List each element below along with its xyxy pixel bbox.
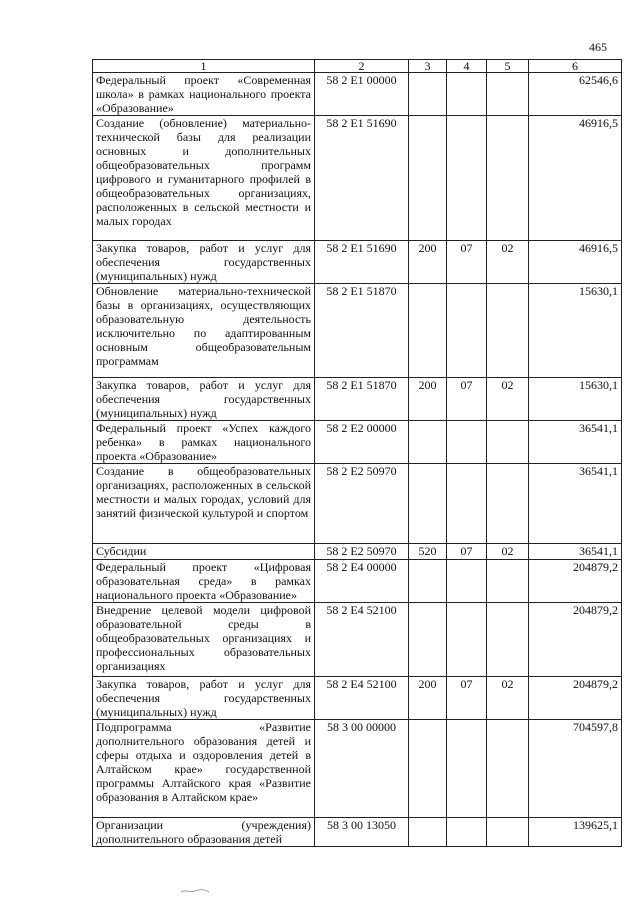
- row-code-cell: 58 2 E4 00000: [315, 560, 409, 603]
- row-code-cell: 58 2 E1 51870: [315, 378, 409, 421]
- row-col3-cell: [409, 818, 447, 847]
- row-col3-cell: [409, 603, 447, 677]
- column-header: 3: [409, 60, 447, 73]
- row-col4-cell: [447, 464, 487, 544]
- column-header: 2: [315, 60, 409, 73]
- row-name-cell: Закупка товаров, работ и услуг для обеспечения государственных (муниципальных) нужд: [93, 378, 315, 421]
- row-amount-cell: 204879,2: [529, 603, 622, 677]
- row-name-cell: Подпрограмма «Развитие дополнительного образования детей и сферы отдыха и оздоровления детей в Алтайском крае» государственной программы Алтайского края «Развитие образования в Алтайском крае»: [93, 720, 315, 818]
- row-amount-cell: 46916,5: [529, 116, 622, 241]
- row-amount-cell: 139625,1: [529, 818, 622, 847]
- row-col5-cell: [487, 560, 529, 603]
- row-name-cell: Субсидии: [93, 544, 315, 560]
- row-code-cell: 58 2 E2 50970: [315, 464, 409, 544]
- row-name-cell: Обновление материально-технической базы в организациях, осуществляющих образовательную деятельность исключительно по адаптированным основным общеобразовательным программам: [93, 284, 315, 378]
- column-header: 5: [487, 60, 529, 73]
- row-code-cell: 58 3 00 00000: [315, 720, 409, 818]
- row-col4-cell: 07: [447, 544, 487, 560]
- table-row: [93, 818, 622, 847]
- row-col5-cell: 02: [487, 378, 529, 421]
- table-row: [93, 464, 622, 544]
- row-col4-cell: [447, 818, 487, 847]
- row-name-cell: Организации (учреждения) дополнительного образования детей: [93, 818, 315, 847]
- row-amount-cell: 36541,1: [529, 544, 622, 560]
- row-amount-cell: 46916,5: [529, 241, 622, 284]
- row-amount-cell: 204879,2: [529, 560, 622, 603]
- row-name-cell: Закупка товаров, работ и услуг для обеспечения государственных (муниципальных) нужд: [93, 241, 315, 284]
- row-col4-cell: 07: [447, 241, 487, 284]
- row-col3-cell: [409, 560, 447, 603]
- row-col5-cell: [487, 818, 529, 847]
- row-name-cell: Закупка товаров, работ и услуг для обеспечения государственных (муниципальных) нужд: [93, 677, 315, 720]
- row-col5-cell: [487, 421, 529, 464]
- row-col5-cell: [487, 116, 529, 241]
- row-code-cell: 58 3 00 13050: [315, 818, 409, 847]
- table-row: [93, 720, 622, 818]
- row-amount-cell: 15630,1: [529, 284, 622, 378]
- table-row: [93, 421, 622, 464]
- row-col5-cell: [487, 284, 529, 378]
- row-name-cell: Создание (обновление) материально-технической базы для реализации основных и дополнительных общеобразовательных программ цифрового и гуманитарного профилей в общеобразовательных организациях, расположенных в сельской местности и малых городах: [93, 116, 315, 241]
- row-col5-cell: [487, 603, 529, 677]
- row-col5-cell: 02: [487, 241, 529, 284]
- table-row: [93, 284, 622, 378]
- row-col3-cell: [409, 421, 447, 464]
- table-row: [93, 241, 622, 284]
- row-code-cell: 58 2 E2 50970: [315, 544, 409, 560]
- row-col3-cell: 520: [409, 544, 447, 560]
- row-col4-cell: [447, 421, 487, 464]
- page-number: 465: [589, 40, 607, 54]
- row-amount-cell: 36541,1: [529, 464, 622, 544]
- ink-mark: [180, 888, 210, 894]
- row-col4-cell: [447, 116, 487, 241]
- row-col4-cell: [447, 284, 487, 378]
- row-code-cell: 58 2 E1 51690: [315, 241, 409, 284]
- row-col3-cell: [409, 464, 447, 544]
- row-col5-cell: [487, 720, 529, 818]
- row-col4-cell: [447, 603, 487, 677]
- row-col4-cell: [447, 720, 487, 818]
- row-col5-cell: 02: [487, 677, 529, 720]
- table-row: [93, 73, 622, 116]
- row-amount-cell: 204879,2: [529, 677, 622, 720]
- column-header: 1: [93, 60, 315, 73]
- column-header: 6: [529, 60, 622, 73]
- row-code-cell: 58 2 E4 52100: [315, 677, 409, 720]
- row-col5-cell: [487, 464, 529, 544]
- row-col3-cell: 200: [409, 677, 447, 720]
- row-col3-cell: [409, 73, 447, 116]
- table-row: [93, 544, 622, 560]
- table-row: [93, 378, 622, 421]
- row-col3-cell: [409, 284, 447, 378]
- row-name-cell: Внедрение целевой модели цифровой образовательной среды в общеобразовательных организациях и профессиональных образовательных организациях: [93, 603, 315, 677]
- row-col3-cell: 200: [409, 378, 447, 421]
- row-code-cell: 58 2 E1 51870: [315, 284, 409, 378]
- row-col3-cell: [409, 720, 447, 818]
- table-row: [93, 603, 622, 677]
- table-row: [93, 560, 622, 603]
- row-amount-cell: 15630,1: [529, 378, 622, 421]
- row-name-cell: Федеральный проект «Современная школа» в рамках национального проекта «Образование»: [93, 73, 315, 116]
- row-code-cell: 58 2 E2 00000: [315, 421, 409, 464]
- row-name-cell: Федеральный проект «Успех каждого ребенка» в рамках национального проекта «Образование»: [93, 421, 315, 464]
- table-header-row: [93, 60, 622, 73]
- row-col5-cell: [487, 73, 529, 116]
- row-amount-cell: 704597,8: [529, 720, 622, 818]
- table-row: [93, 116, 622, 241]
- row-amount-cell: 62546,6: [529, 73, 622, 116]
- row-name-cell: Создание в общеобразовательных организациях, расположенных в сельской местности и малых городах, условий для занятий физической культурой и спортом: [93, 464, 315, 544]
- table-row: [93, 677, 622, 720]
- row-code-cell: 58 2 E1 00000: [315, 73, 409, 116]
- budget-table: [92, 59, 622, 847]
- row-col3-cell: [409, 116, 447, 241]
- row-amount-cell: 36541,1: [529, 421, 622, 464]
- column-header: 4: [447, 60, 487, 73]
- row-code-cell: 58 2 E1 51690: [315, 116, 409, 241]
- row-col4-cell: 07: [447, 677, 487, 720]
- row-code-cell: 58 2 E4 52100: [315, 603, 409, 677]
- row-col5-cell: 02: [487, 544, 529, 560]
- row-col3-cell: 200: [409, 241, 447, 284]
- row-col4-cell: [447, 73, 487, 116]
- row-name-cell: Федеральный проект «Цифровая образовательная среда» в рамках национального проекта «Образование»: [93, 560, 315, 603]
- row-col4-cell: 07: [447, 378, 487, 421]
- row-col4-cell: [447, 560, 487, 603]
